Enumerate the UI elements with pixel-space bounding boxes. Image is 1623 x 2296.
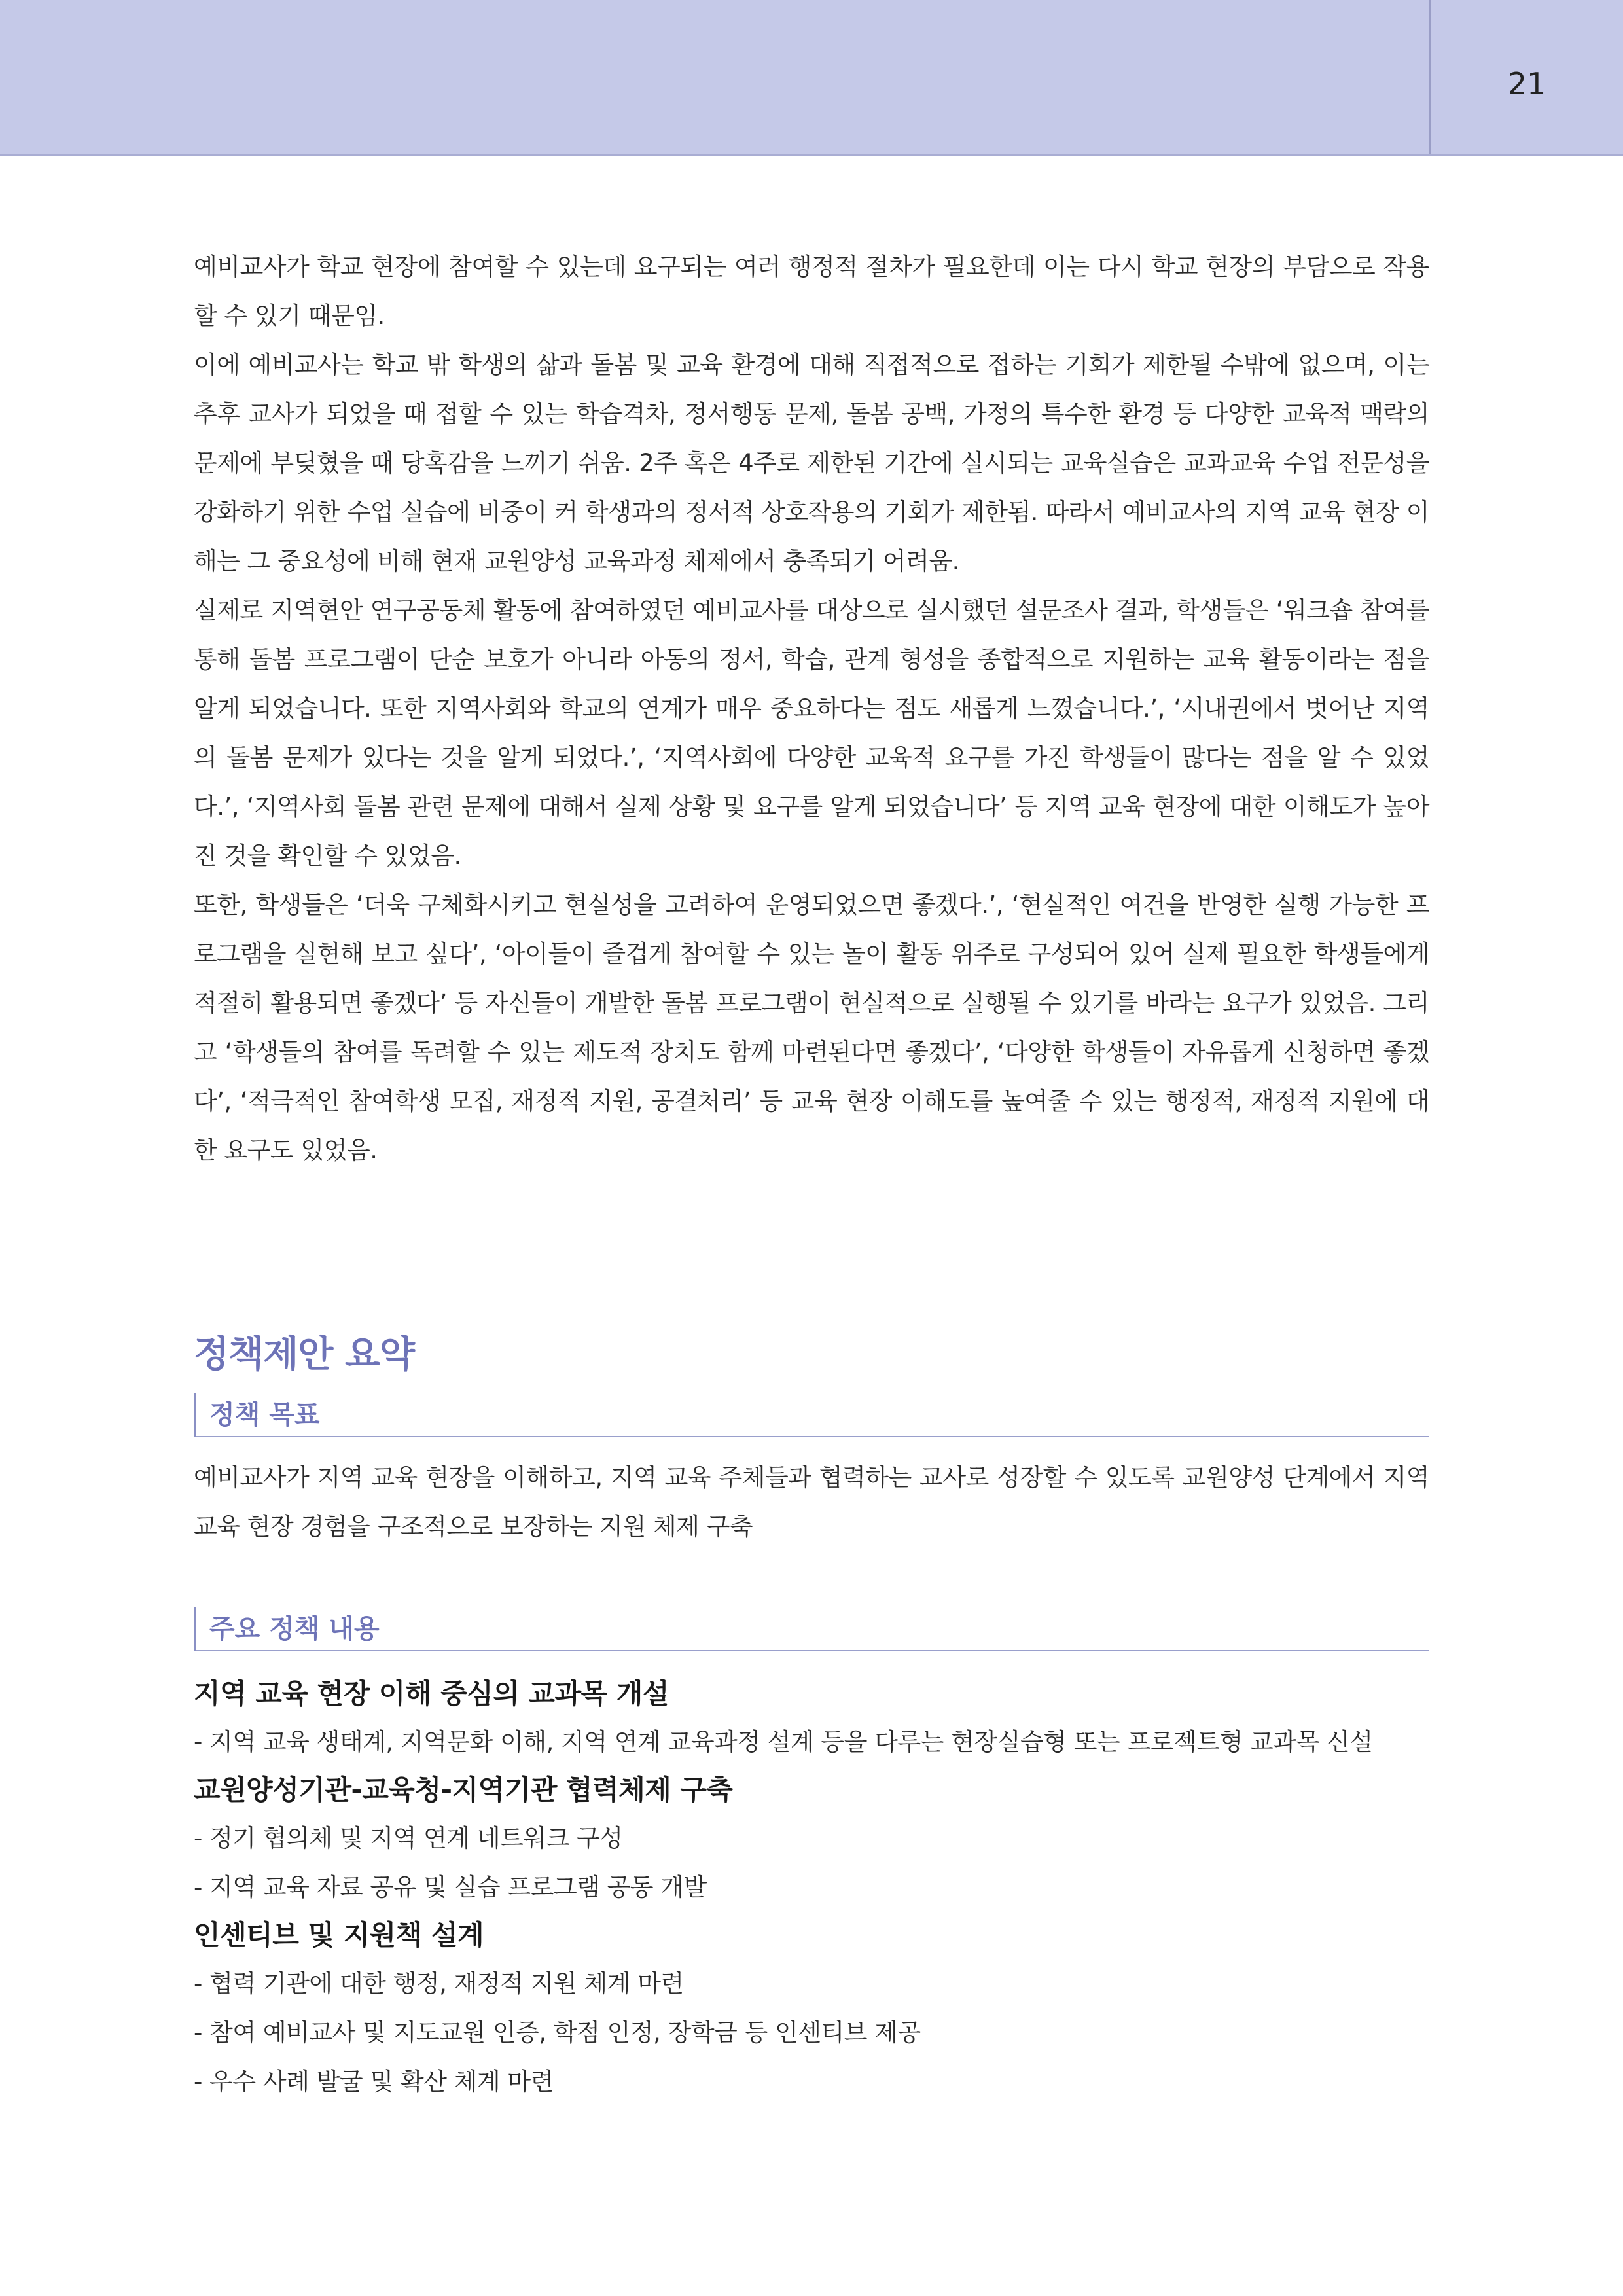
policy-group-title: 인센티브 및 지원책 설계 [194,1919,484,1951]
body-paragraph: 또한, 학생들은 ‘더욱 구체화시키고 현실성을 고려하여 운영되었으면 좋겠다.’, ‘현실적인 여건을 반영한 실행 가능한 프로그램을 실현해 보고 싶다’, ‘아이들이 즐겁게 참여할 수 있는 놀이 활동 위주로 구성되어 있어 실제 필요한 학생들에게 적절히 활용되면 좋겠다’ 등 자신들이 개발한 돌봄 프로그램이 현실적으로 실행될 수 있기를 바라는 요구가 있었음. 그리고 ‘학생들의 참여를 독려할 수 있는 제도적 장치도 함께 마련된다면 좋겠다’, ‘다양한 학생들이 자유롭게 신청하면 좋겠다’, ‘적극적인 참여학생 모집, 재정적 지원, 공결처리’ 등 교육 현장 이해도를 높여줄 수 있는 행정적, 재정적 지원에 대한 요구도 있었음. [194,891,1429,1164]
body-paragraph: 이에 예비교사는 학교 밖 학생의 삶과 돌봄 및 교육 환경에 대해 직접적으로 접하는 기회가 제한될 수밖에 없으며, 이는 추후 교사가 되었을 때 접할 수 있는 학습격차, 정서행동 문제, 돌봄 공백, 가정의 특수한 환경 등 다양한 교육적 맥락의 문제에 부딪혔을 때 당혹감을 느끼기 쉬움. 2주 혹은 4주로 제한된 기간에 실시되는 교육실습은 교과교육 수업 전문성을 강화하기 위한 수업 실습에 비중이 커 학생과의 정서적 상호작용의 기회가 제한됨. 따라서 예비교사의 지역 교육 현장 이해는 그 중요성에 비해 현재 교원양성 교육과정 체제에서 충족되기 어려움. [194,351,1429,575]
summary-title: 정책제안 요약 [194,1333,415,1376]
page-header-band [0,0,1623,156]
policy-item: - 참여 예비교사 및 지도교원 인증, 학점 인정, 장학금 등 인센티브 제공 [194,2018,921,2047]
policy-item: - 지역 교육 생태계, 지역문화 이해, 지역 연계 교육과정 설계 등을 다루는 현장실습형 또는 프로젝트형 교과목 신설 [194,1728,1373,1756]
body-paragraph: 실제로 지역현안 연구공동체 활동에 참여하였던 예비교사를 대상으로 실시했던 설문조사 결과, 학생들은 ‘워크숍 참여를 통해 돌봄 프로그램이 단순 보호가 아니라 아동의 정서, 학습, 관계 형성을 종합적으로 지원하는 교육 활동이라는 점을 알게 되었습니다. 또한 지역사회와 학교의 연계가 매우 중요하다는 점도 새롭게 느꼈습니다.’, ‘시내권에서 벗어난 지역의 돌봄 문제가 있다는 것을 알게 되었다.’, ‘지역사회에 다양한 교육적 요구를 가진 학생들이 많다는 점을 알 수 있었다.’, ‘지역사회 돌봄 관련 문제에 대해서 실제 상황 및 요구를 알게 되었습니다’ 등 지역 교육 현장에 대한 이해도가 높아진 것을 확인할 수 있었음. [194,596,1429,870]
policy-item: - 지역 교육 자료 공유 및 실습 프로그램 공동 개발 [194,1873,707,1901]
goal-heading-label: 정책 목표 [209,1400,320,1430]
heading-accent-bar [194,1607,196,1651]
policy-item: - 우수 사례 발굴 및 확산 체계 마련 [194,2068,554,2096]
policy-group-title: 교원양성기관-교육청-지역기관 협력체제 구축 [194,1774,733,1806]
policy-list [194,1670,1429,2106]
policy-item: - 정기 협의체 및 지역 연계 네트워크 구성 [194,1824,623,1852]
policy-item: - 협력 기관에 대한 행정, 재정적 지원 체계 마련 [194,1969,684,1998]
goal-text: 예비교사가 지역 교육 현장을 이해하고, 지역 교육 주체들과 협력하는 교사로 성장할 수 있도록 교원양성 단계에서 지역 교육 현장 경험을 구조적으로 보장하는 지원 체제 구축 [194,1463,1429,1541]
contents-heading [194,1607,1429,1651]
body-paragraph: 예비교사가 학교 현장에 참여할 수 있는데 요구되는 여러 행정적 절차가 필요한데 이는 다시 학교 현장의 부담으로 작용할 수 있기 때문임. [194,253,1429,330]
policy-group-title: 지역 교육 현장 이해 중심의 교과목 개설 [194,1677,669,1710]
page-number: 21 [1507,66,1546,101]
contents-heading-label: 주요 정책 내용 [209,1614,380,1644]
heading-accent-bar [194,1393,196,1437]
goal-heading [194,1393,1429,1437]
body-text [194,242,1429,1175]
